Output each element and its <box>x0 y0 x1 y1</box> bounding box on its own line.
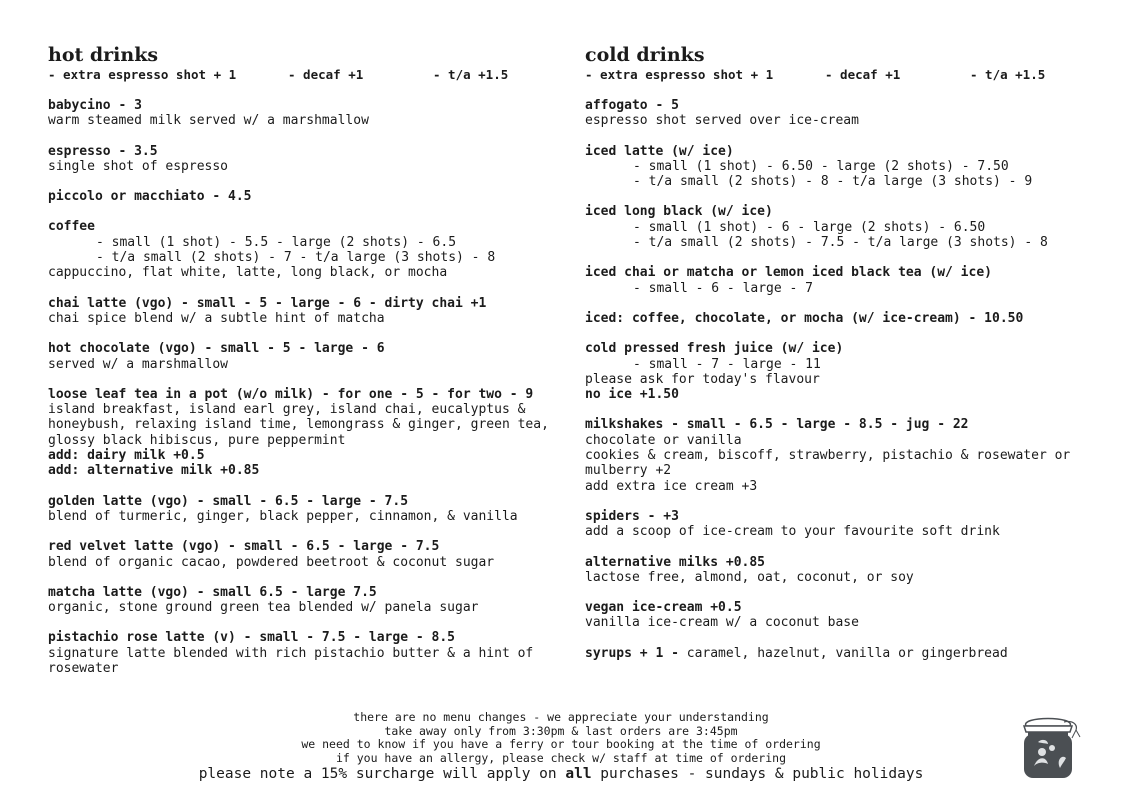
menu-item <box>48 494 558 525</box>
menu-item <box>585 600 1085 631</box>
menu-item-addon: add: dairy milk +0.5 <box>48 448 205 464</box>
menu-item <box>48 539 558 570</box>
footer-notes <box>0 711 1122 783</box>
footer-line: if you have an allergy, please check w/ staff at time of ordering <box>335 750 787 765</box>
menu-item <box>585 144 1085 190</box>
menu-item-description: warm steamed milk served w/ a marshmallow <box>48 113 369 129</box>
menu-item <box>48 387 558 479</box>
menu-item-title: cold pressed fresh juice (w/ ice) <box>585 341 844 357</box>
menu-item-description: add extra ice cream +3 <box>585 478 758 494</box>
menu-item-title: affogato - 5 <box>585 98 679 113</box>
menu-item-size-price: - t/a small (2 shots) - 7 - t/a large (3 shots) - 8 <box>96 250 496 266</box>
menu-item <box>48 341 558 372</box>
menu-item <box>585 509 1085 540</box>
menu-item <box>585 265 1085 296</box>
menu-item <box>48 630 558 676</box>
menu-item-description: cappuccino, flat white, latte, long black, or mocha <box>48 265 448 281</box>
menu-item-title: piccolo or macchiato - 4.5 <box>48 189 252 205</box>
menu-item-description: signature latte blended with rich pistachio butter & a hint of rosewater <box>48 645 534 677</box>
hot-items-list <box>48 98 558 676</box>
menu-item-title: red velvet latte (vgo) - small - 6.5 - large - 7.5 <box>48 539 440 555</box>
menu-item-title: iced long black (w/ ice) <box>585 204 773 220</box>
hot-extras <box>48 67 558 83</box>
menu-item <box>585 204 1085 250</box>
menu-item-description: vanilla ice-cream w/ a coconut base <box>585 615 859 631</box>
menu-item <box>585 646 1085 661</box>
menu-item <box>48 585 558 616</box>
menu-item-description: cookies & cream, biscoff, strawberry, pistachio & rosewater or mulberry +2 <box>585 448 1071 479</box>
menu-item-description: single shot of espresso <box>48 158 229 174</box>
cold-drinks-title: cold drinks <box>585 44 705 66</box>
menu-item-size-price: - small - 7 - large - 11 <box>633 356 821 372</box>
menu-item-description: espresso shot served over ice-cream <box>585 113 859 129</box>
cold-drinks-column <box>585 44 1085 661</box>
menu-item-description: organic, stone ground green tea blended w/ panela sugar <box>48 600 479 616</box>
menu-item-title: iced latte (w/ ice) <box>585 143 734 159</box>
footer-line: take away only from 3:30pm & last orders are 3:45pm <box>384 723 738 738</box>
menu-item-description: chocolate or vanilla <box>585 432 742 448</box>
menu-item-size-price: - t/a small (2 shots) - 7.5 - t/a large (3 shots) - 8 <box>633 235 1048 251</box>
menu-item-title: matcha latte (vgo) - small 6.5 - large 7.5 <box>48 584 377 600</box>
menu-item-title: coffee <box>48 219 95 235</box>
menu-item-title: spiders - +3 <box>585 508 679 524</box>
menu-item-description: island breakfast, island earl grey, island chai, eucalyptus & honeybush, relaxing island time, lemongrass & ginger, green tea, glossy black hibiscus, pure peppermint <box>48 402 549 448</box>
footer-line: there are no menu changes - we appreciate your understanding <box>353 710 769 724</box>
menu-item-description: please ask for today's flavour <box>585 371 820 387</box>
cold-items-list <box>585 98 1085 661</box>
menu-item-title: espresso - 3.5 <box>48 143 158 159</box>
menu-item-description: lactose free, almond, oat, coconut, or soy <box>585 569 914 585</box>
menu-item-line <box>585 646 1085 661</box>
cold-extra-takeaway: - t/a +1.5 <box>970 67 1046 82</box>
menu-item-size-price: - small (1 shot) - 6 - large (2 shots) - 6.50 <box>633 219 986 235</box>
menu-item-title: iced: coffee, chocolate, or mocha (w/ ice-cream) - 10.50 <box>585 310 1024 326</box>
menu-item-title: alternative milks +0.85 <box>585 554 766 570</box>
menu-item <box>48 296 558 327</box>
hot-extra-decaf: - decaf +1 <box>288 67 364 82</box>
menu-item-addon: add: alternative milk +0.85 <box>48 463 260 479</box>
menu-item <box>585 555 1085 586</box>
menu-item <box>48 98 558 129</box>
menu-item <box>585 311 1085 326</box>
cold-extra-decaf: - decaf +1 <box>825 67 901 82</box>
menu-item-description: served w/ a marshmallow <box>48 356 229 372</box>
menu-item-options: caramel, hazelnut, vanilla or gingerbread <box>678 645 1008 661</box>
cold-extra-shot: - extra espresso shot + 1 <box>585 67 774 82</box>
menu-item <box>48 189 558 204</box>
menu-item-title: milkshakes - small - 6.5 - large - 8.5 - jug - 22 <box>585 417 969 433</box>
menu-item-size-price: - small (1 shot) - 5.5 - large (2 shots) - 6.5 <box>96 234 457 250</box>
hot-extra-shot: - extra espresso shot + 1 <box>48 67 237 82</box>
menu-item-description: chai spice blend w/ a subtle hint of matcha <box>48 310 385 326</box>
hot-drinks-column <box>48 44 558 676</box>
menu-item <box>585 417 1085 493</box>
menu-item-addon: no ice +1.50 <box>585 387 679 403</box>
hot-extra-takeaway: - t/a +1.5 <box>433 67 509 82</box>
footer-line: we need to know if you have a ferry or tour booking at the time of ordering <box>301 737 821 751</box>
menu-item <box>48 144 558 175</box>
menu-item-title: syrups + 1 - <box>585 645 679 661</box>
jam-jar-icon <box>1012 712 1084 782</box>
menu-item <box>585 98 1085 129</box>
menu-item <box>48 219 558 280</box>
menu-item-title: loose leaf tea in a pot (w/o milk) - for one - 5 - for two - 9 <box>48 386 534 402</box>
menu-item-description: blend of turmeric, ginger, black pepper, cinnamon, & vanilla <box>48 508 518 524</box>
menu-item-title: hot chocolate (vgo) - small - 5 - large - 6 <box>48 341 385 357</box>
menu-item-title: pistachio rose latte (v) - small - 7.5 - large - 8.5 <box>48 630 455 646</box>
menu-item-size-price: - t/a small (2 shots) - 8 - t/a large (3 shots) - 9 <box>633 174 1033 190</box>
surcharge-note: please note a 15% surcharge will apply on all purchases - sundays & public holidays <box>198 766 924 782</box>
hot-drinks-title: hot drinks <box>48 44 159 66</box>
menu-item <box>585 341 1085 402</box>
menu-item-title: babycino - 3 <box>48 98 142 113</box>
menu-item-size-price: - small - 6 - large - 7 <box>633 280 814 296</box>
menu-item-title: golden latte (vgo) - small - 6.5 - large - 7.5 <box>48 493 409 509</box>
cold-extras <box>585 67 1085 83</box>
menu-item-size-price: - small (1 shot) - 6.50 - large (2 shots) - 7.50 <box>633 158 1009 174</box>
menu-item-title: vegan ice-cream +0.5 <box>585 600 742 616</box>
menu-item-description: blend of organic cacao, powdered beetroot & coconut sugar <box>48 554 495 570</box>
menu-item-title: iced chai or matcha or lemon iced black tea (w/ ice) <box>585 265 992 281</box>
menu-item-title: chai latte (vgo) - small - 5 - large - 6 - dirty chai +1 <box>48 295 487 311</box>
menu-item-description: add a scoop of ice-cream to your favourite soft drink <box>585 524 1000 540</box>
